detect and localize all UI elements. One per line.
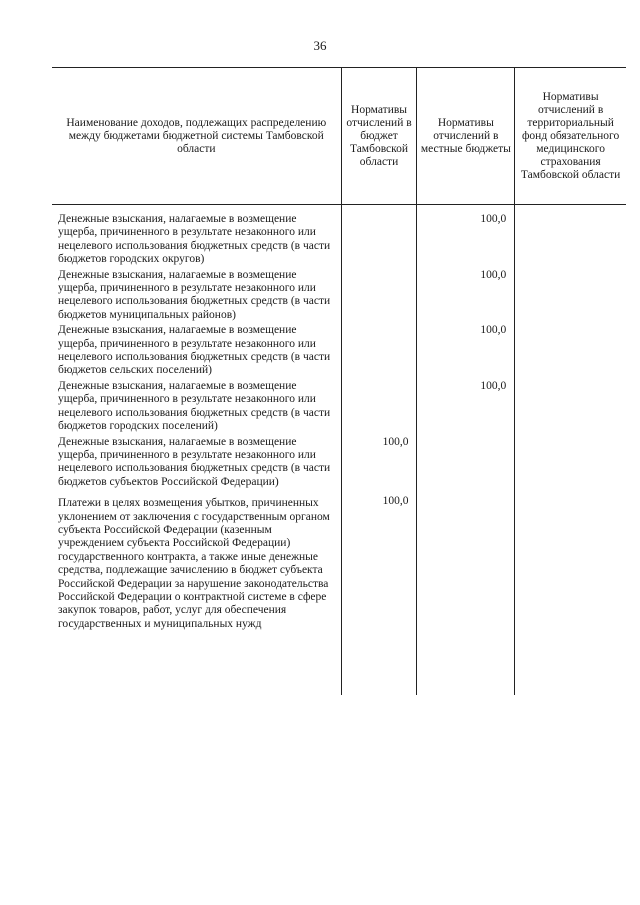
page-number: 36 bbox=[313, 38, 327, 53]
revenue-distribution-table bbox=[52, 67, 626, 695]
revenue-name-cell: Денежные взыскания, налагаемые в возмещение ущерба, причиненного в результате незаконного или нецелевого использования бюджетных средств (в части бюджетов городских поселений) bbox=[58, 379, 331, 433]
fund-norm-cell bbox=[515, 495, 626, 695]
revenue-name-cell: Денежные взыскания, налагаемые в возмещение ущерба, причиненного в результате незаконного или нецелевого использования бюджетных средств (в части бюджетов городских округов) bbox=[58, 213, 331, 266]
regional-norm-cell bbox=[341, 324, 417, 380]
regional-norm-cell: 100,0 bbox=[341, 495, 417, 695]
header-revenue-name: Наименование доходов, подлежащих распределению между бюджетами бюджетной системы Тамбовской области bbox=[52, 68, 341, 205]
fund-norm-cell bbox=[515, 269, 626, 325]
fund-norm-cell bbox=[515, 380, 626, 436]
revenue-name-cell: Платежи в целях возмещения убытков, причиненных уклонением от заключения с государственным органом субъекта Российской Федерации (казенным учреждением субъекта Российской Федерации) государственного контракта, а также иные денежные средства, подлежащие зачислению в бюджет субъекта Российской Федерации за нарушение законодательства Российской Федерации о контрактной системе в сфере закупок товаров, работ, услуг для обеспечения государственных и муниципальных нужд bbox=[58, 497, 330, 630]
header-regional-budget: Нормативы отчислений в бюджет Тамбовской области bbox=[341, 68, 417, 205]
regional-norm-cell bbox=[341, 269, 417, 325]
regional-norm-cell bbox=[341, 380, 417, 436]
local-norm-cell: 100,0 bbox=[417, 380, 515, 436]
fund-norm-cell bbox=[515, 205, 626, 269]
local-norm-cell: 100,0 bbox=[417, 324, 515, 380]
regional-norm-cell bbox=[341, 205, 417, 269]
revenue-name-cell: Денежные взыскания, налагаемые в возмещение ущерба, причиненного в результате незаконного или нецелевого использования бюджетных средств (в части бюджетов сельских поселений) bbox=[58, 324, 331, 377]
table-row bbox=[52, 380, 626, 436]
local-norm-cell: 100,0 bbox=[417, 269, 515, 325]
header-medical-fund: Нормативы отчислений в территориальный фонд обязательного медицинского страхования Тамбовской области bbox=[515, 68, 626, 205]
fund-norm-cell bbox=[515, 324, 626, 380]
table-row bbox=[52, 436, 626, 496]
revenue-name-cell: Денежные взыскания, налагаемые в возмещение ущерба, причиненного в результате незаконного или нецелевого использования бюджетных средств (в части бюджетов муниципальных районов) bbox=[58, 268, 331, 321]
header-local-budgets: Нормативы отчислений в местные бюджеты bbox=[417, 68, 515, 205]
local-norm-cell bbox=[417, 436, 515, 496]
table-header-row bbox=[52, 68, 626, 205]
table-row bbox=[52, 269, 626, 325]
table-row bbox=[52, 324, 626, 380]
regional-norm-cell: 100,0 bbox=[341, 436, 417, 496]
local-norm-cell bbox=[417, 495, 515, 695]
table-row bbox=[52, 495, 626, 695]
table-row bbox=[52, 205, 626, 269]
revenue-name-cell: Денежные взыскания, налагаемые в возмещение ущерба, причиненного в результате незаконного или нецелевого использования бюджетных средств (в части бюджетов субъектов Российской Федерации) bbox=[58, 435, 331, 488]
fund-norm-cell bbox=[515, 436, 626, 496]
local-norm-cell: 100,0 bbox=[417, 205, 515, 269]
